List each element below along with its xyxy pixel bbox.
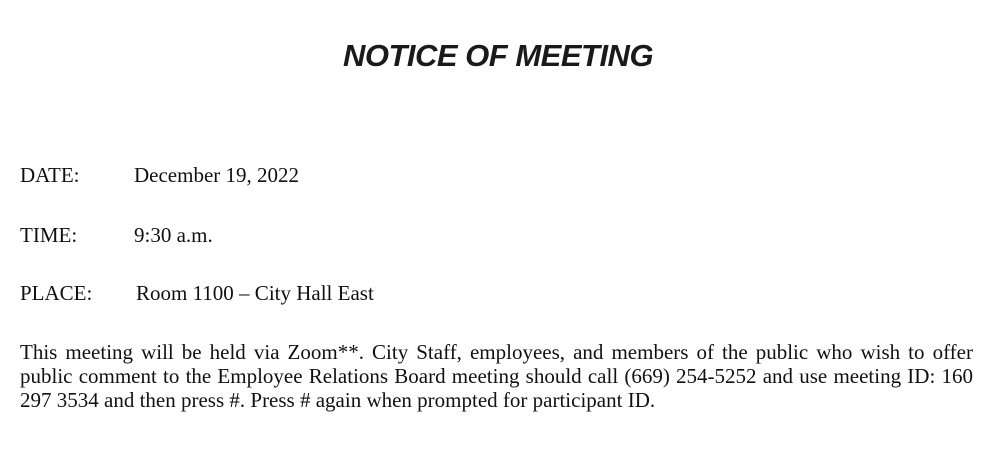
time-value: 9:30 a.m. — [134, 223, 213, 247]
time-label: TIME: — [20, 223, 78, 247]
date-value: December 19, 2022 — [134, 163, 300, 187]
notice-title: NOTICE OF MEETING — [342, 38, 654, 73]
place-value: Room 1100 – City Hall East — [136, 281, 374, 305]
date-label: DATE: — [20, 163, 80, 187]
place-label: PLACE: — [20, 281, 93, 305]
time-row — [20, 223, 213, 247]
place-row — [20, 281, 374, 305]
meeting-instructions: This meeting will be held via Zoom**. City Staff, employees, and members of the public who wish to offer public comment to the Employee Relations Board meeting should call (669) 254-5252 and use meeting ID: 160 297 3534 and then press #. Press # again when prompted for participant ID. — [20, 340, 973, 412]
date-row — [20, 163, 300, 187]
